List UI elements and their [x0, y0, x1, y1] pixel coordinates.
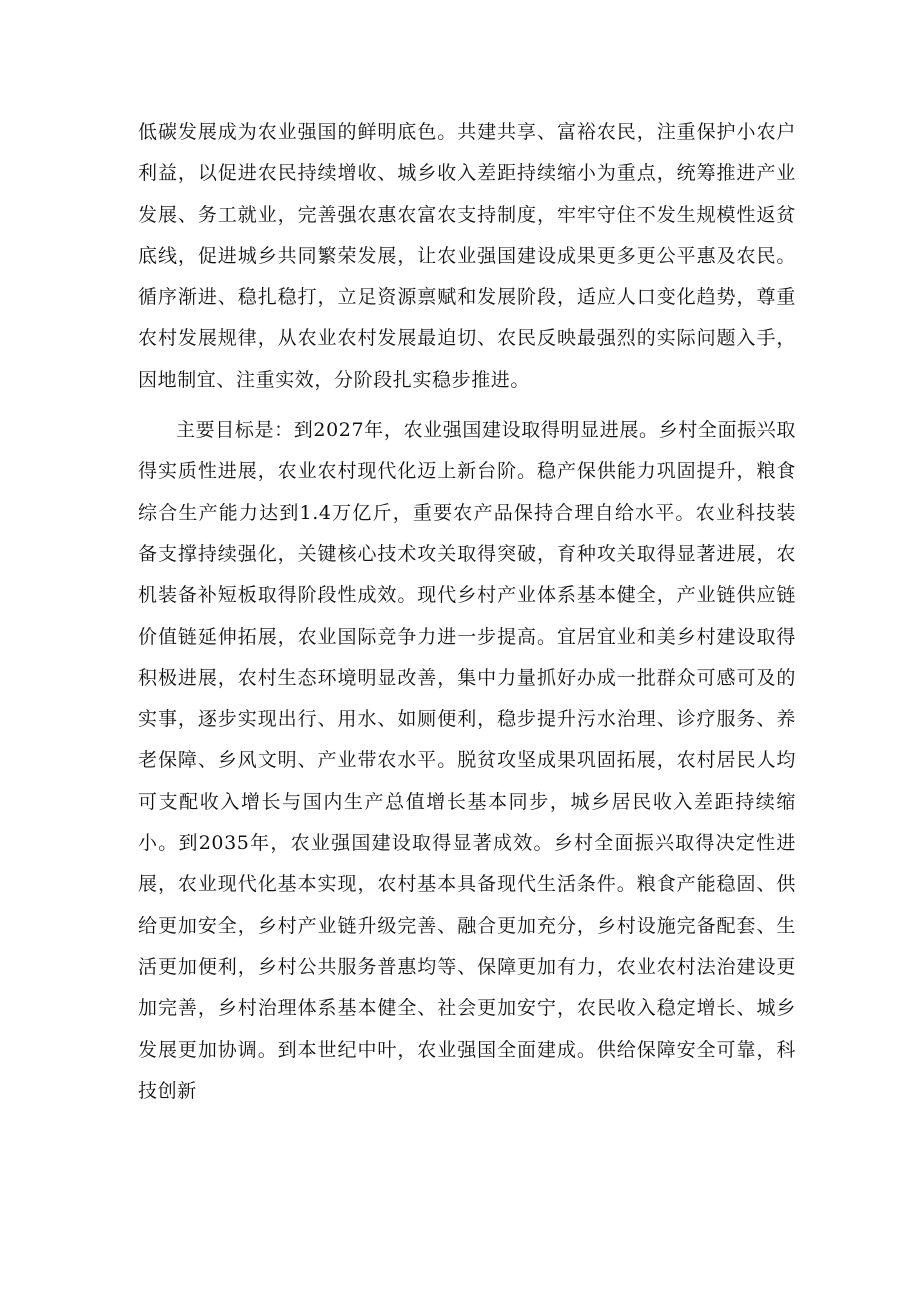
document-body [138, 112, 796, 1112]
paragraph-1: 低碳发展成为农业强国的鲜明底色。共建共享、富裕农民，注重保护小农户利益，以促进农民持续增收、城乡收入差距持续缩小为重点，统筹推进产业发展、务工就业，完善强农惠农富农支持制度，牢牢守住不发生规模性返贫底线，促进城乡共同繁荣发展，让农业强国建设成果更多更公平惠及农民。循序渐进、稳扎稳打，立足资源禀赋和发展阶段，适应人口变化趋势，尊重农村发展规律，从农业农村发展最迫切、农民反映最强烈的实际问题入手，因地制宜、注重实效，分阶段扎实稳步推进。 [138, 121, 796, 391]
paragraph-2: 主要目标是：到2027年，农业强国建设取得明显进展。乡村全面振兴取得实质性进展，农业农村现代化迈上新台阶。稳产保供能力巩固提升，粮食综合生产能力达到1.4万亿斤，重要农产品保持合理自给水平。农业科技装备支撑持续强化，关键核心技术攻关取得突破，育种攻关取得显著进展，农机装备补短板取得阶段性成效。现代乡村产业体系基本健全，产业链供应链价值链延伸拓展，农业国际竞争力进一步提高。宜居宜业和美乡村建设取得积极进展，农村生态环境明显改善，集中力量抓好办成一批群众可感可及的实事，逐步实现出行、用水、如厕便利，稳步提升污水治理、诊疗服务、养老保障、乡风文明、产业带农水平。脱贫攻坚成果巩固拓展，农村居民人均可支配收入增长与国内生产总值增长基本同步，城乡居民收入差距持续缩小。到2035年，农业强国建设取得显著成效。乡村全面振兴取得决定性进展，农业现代化基本实现，农村基本具备现代生活条件。粮食产能稳固、供给更加安全，乡村产业链升级完善、融合更加充分，乡村设施完备配套、生活更加便利，乡村公共服务普惠均等、保障更加有力，农业农村法治建设更加完善，乡村治理体系基本健全、社会更加安宁，农民收入稳定增长、城乡发展更加协调。到本世纪中叶，农业强国全面建成。供给保障安全可靠，科技创新 [138, 419, 796, 1102]
